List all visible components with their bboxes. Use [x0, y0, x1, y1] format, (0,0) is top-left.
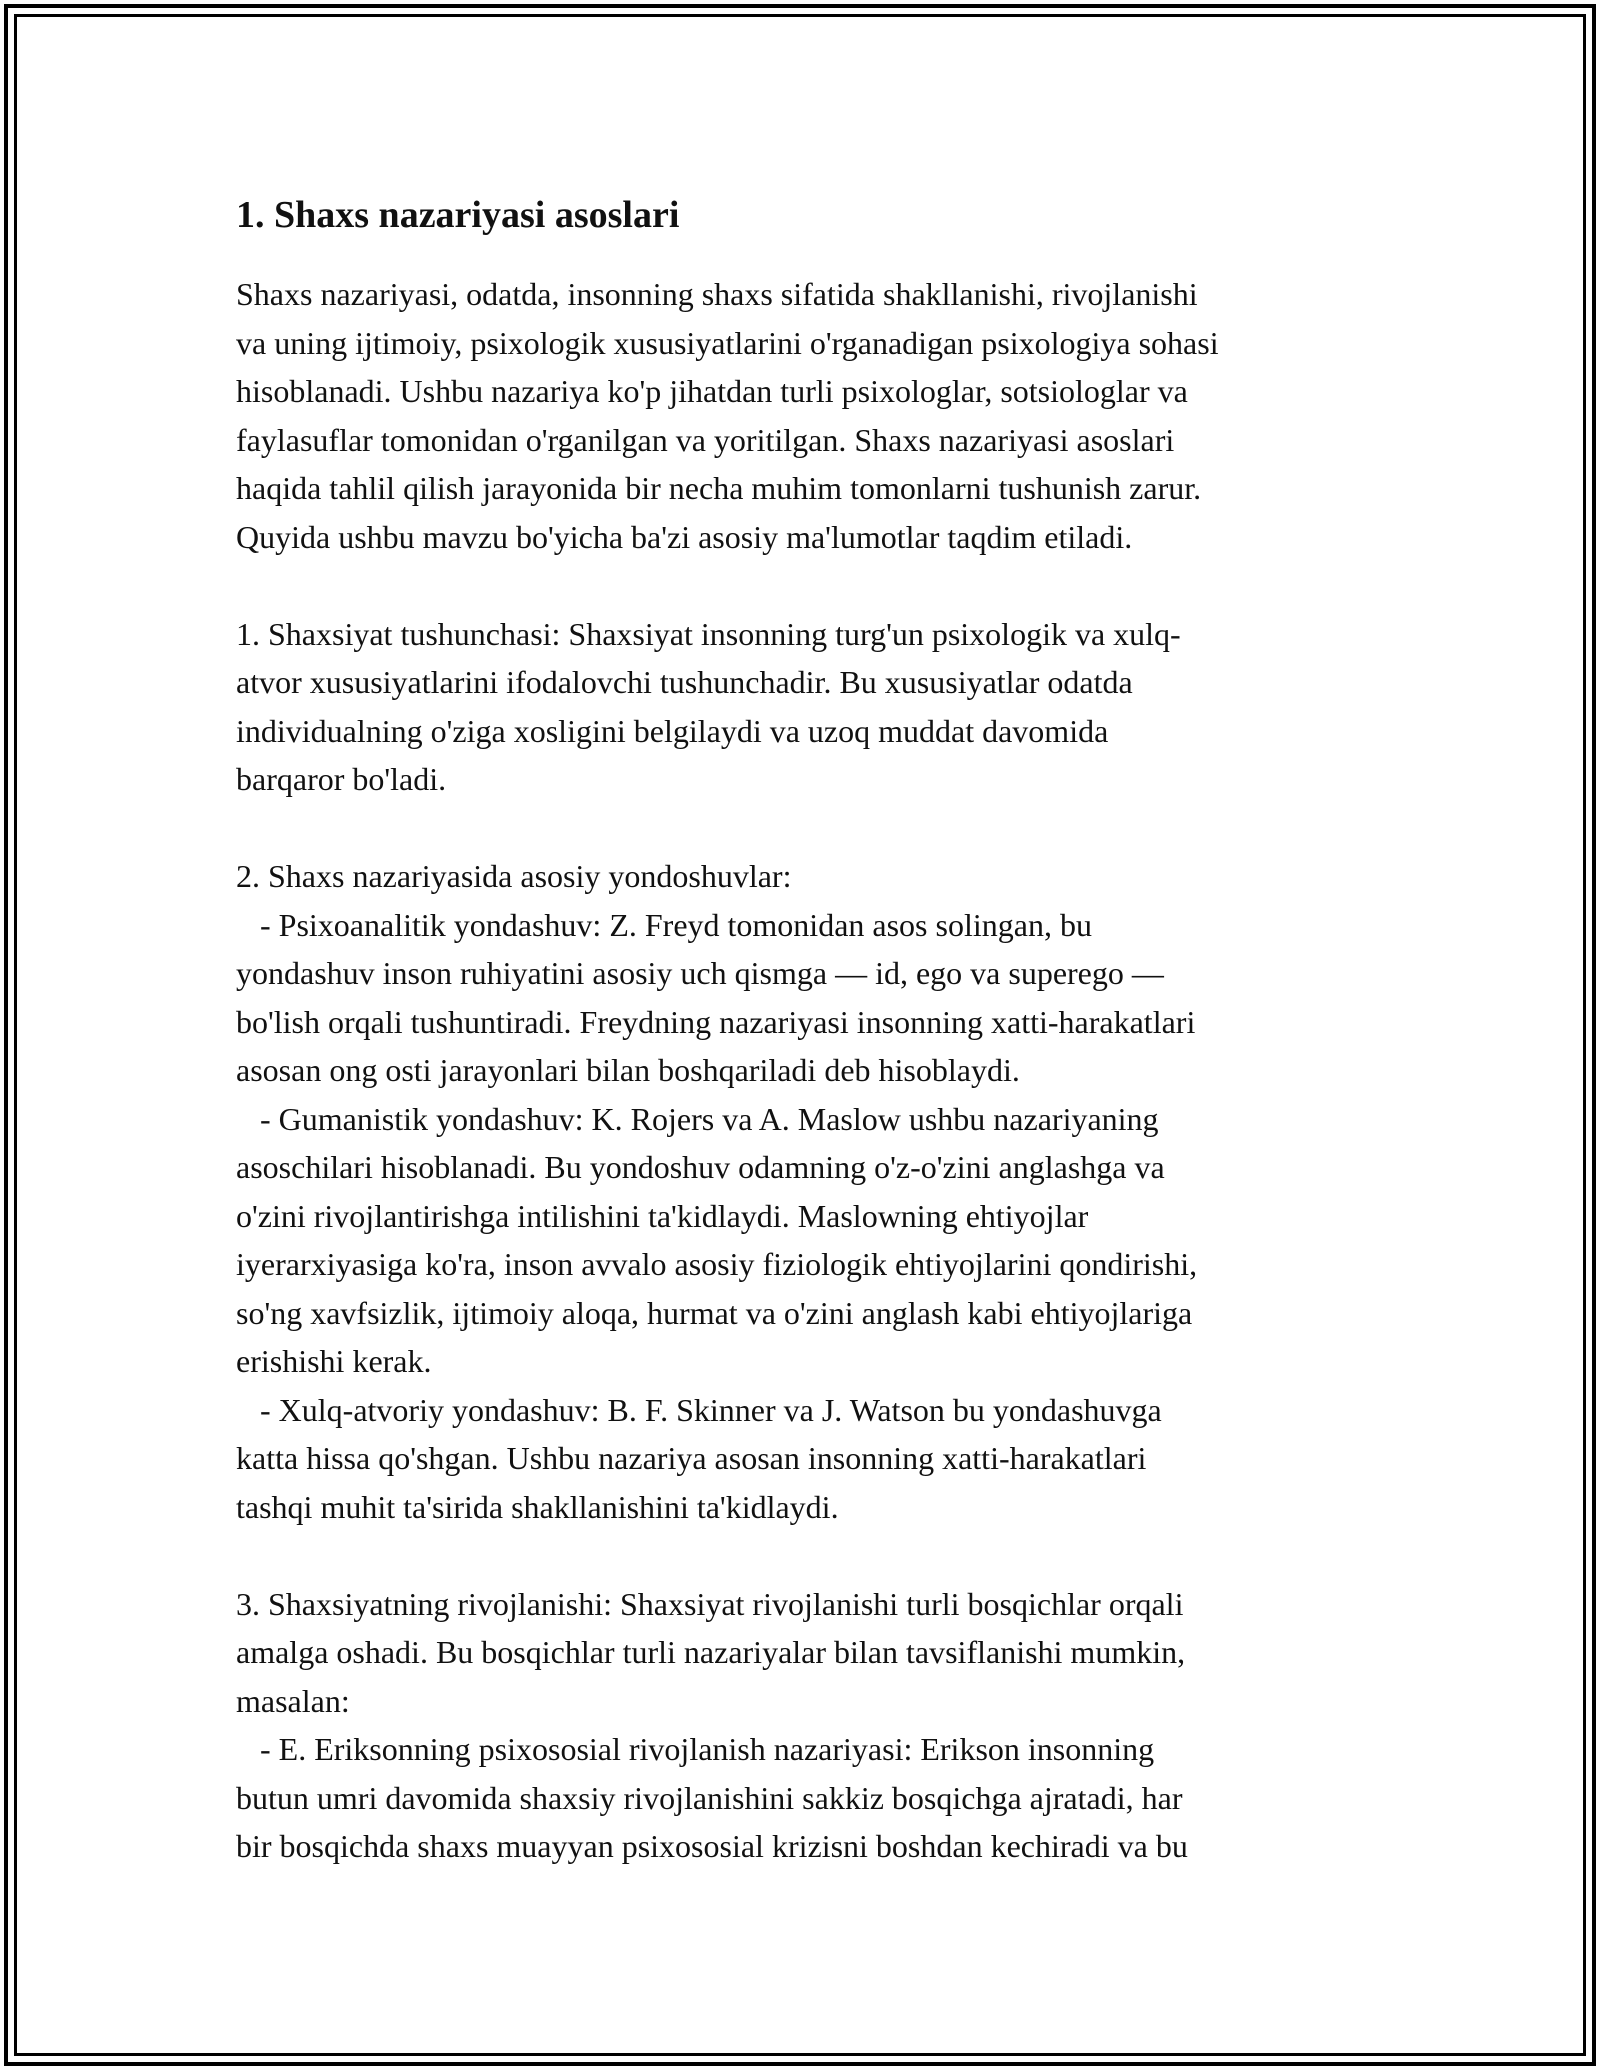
document-content	[236, 185, 1376, 1871]
paragraph-yondoshuvlar: 2. Shaxs nazariyasida asosiy yondoshuvlar: - Psixoanalitik yondashuv: Z. Freyd tomonidan asos solingan, bu yondashuv inson ruhiyatini asosiy uch qismga — id, ego va superego — bo'lish orqali tushuntiradi. Freydning nazariyasi insonning xatti-harakatlari asosan ong osti jarayonlari bilan boshqariladi deb hisoblaydi. - Gumanistik yondashuv: K. Rojers va A. Maslow ushbu nazariyaning asoschilari hisoblanadi. Bu yondoshuv odamning o'z-o'zini anglashga va o'zini rivojlantirishga intilishini ta'kidlaydi. Maslowning ehtiyojlar iyerarxiyasiga ko'ra, inson avvalo asosiy fiziologik ehtiyojlarini qondirishi, so'ng xavfsizlik, ijtimoiy aloqa, hurmat va o'zini anglash kabi ehtiyojlariga erishishi kerak. - Xulq-atvoriy yondashuv: B. F. Skinner va J. Watson bu yondashuvga katta hissa qo'shgan. Ushbu nazariya asosan insonning xatti-harakatlari tashqi muhit ta'sirida shakllanishini ta'kidlaydi.	[236, 858, 1198, 1525]
paragraph-rivojlanishi: 3. Shaxsiyatning rivojlanishi: Shaxsiyat rivojlanishi turli bosqichlar orqali amalga oshadi. Bu bosqichlar turli nazariyalar bilan tavsiflanishi mumkin, masalan: - E. Eriksonning psixososial rivojlanish nazariyasi: Erikson insonning butun umri davomida shaxsiy rivojlanishini sakkiz bosqichga ajratadi, har bir bosqichda shaxs muayyan psixososial krizisni boshdan kechiradi va bu	[236, 1585, 1188, 1864]
paragraph-intro: Shaxs nazariyasi, odatda, insonning shaxs sifatida shakllanishi, rivojlanishi va uning ijtimoiy, psixologik xususiyatlarini o'rganadigan psixologiya sohasi hisoblanadi. Ushbu nazariya ko'p jihatdan turli psixologlar, sotsiologlar va faylasuflar tomonidan o'rganilgan va yoritilgan. Shaxs nazariyasi asoslari haqida tahlil qilish jarayonida bir necha muhim tomonlarni tushunish zarur. Quyida ushbu mavzu bo'yicha ba'zi asosiy ma'lumotlar taqdim etiladi.	[236, 276, 1219, 555]
paragraph-shaxsiyat-tushunchasi: 1. Shaxsiyat tushunchasi: Shaxsiyat insonning turg'un psixologik va xulq- atvor xususiyatlarini ifodalovchi tushunchadir. Bu xususiyatlar odatda individualning o'ziga xosligini belgilaydi va uzoq muddat davomida barqaror bo'ladi.	[236, 615, 1181, 797]
section-title: 1. Shaxs nazariyasi asoslari	[236, 194, 680, 236]
